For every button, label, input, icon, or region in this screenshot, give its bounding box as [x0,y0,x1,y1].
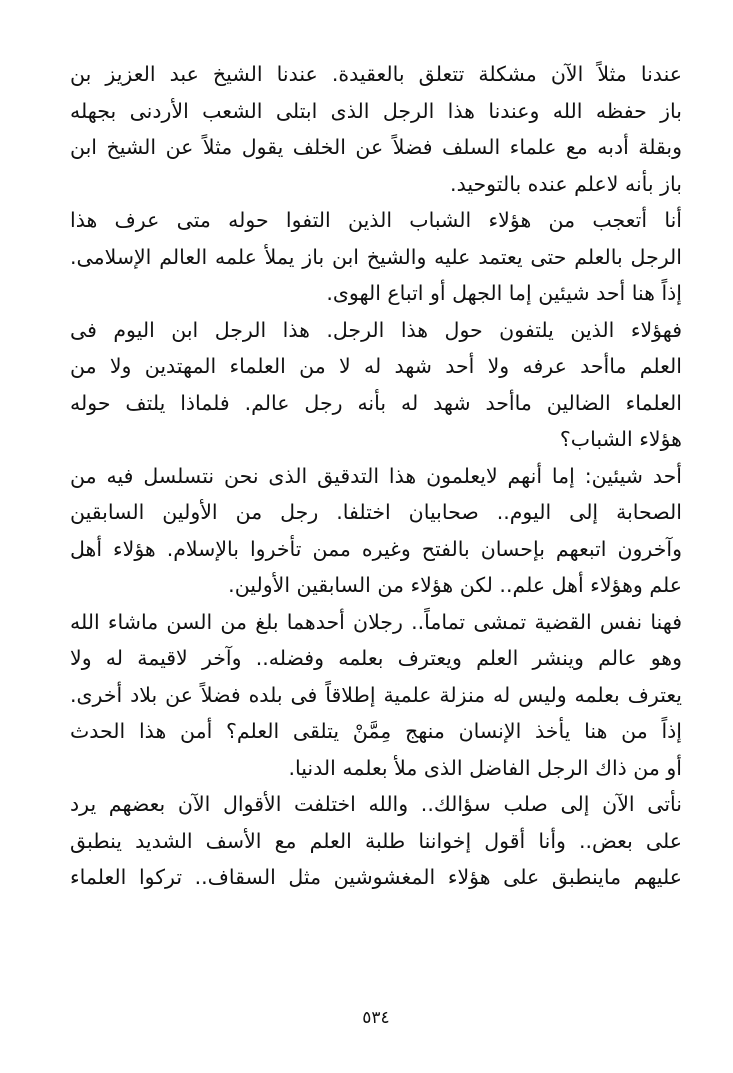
text-line: العلماء الضالين ماأحد شهد له بأنه رجل عالم. فلماذا يلتف حوله [70,390,682,415]
text-line: أحد شيئين: إما أنهم لايعلمون هذا التدقيق الذى نحن نتسلسل فيه من [70,463,682,488]
text-line: أو من ذاك الرجل الفاضل الذى ملأ بعلمه الدنيا. [288,755,682,780]
text-line: نأتى الآن إلى صلب سؤالك.. والله اختلفت الأقوال الآن بعضهم يرد [70,792,682,816]
text-line: فهؤلاء الذين يلتفون حول هذا الرجل. هذا الرجل ابن اليوم فى [70,317,682,342]
text-line: الرجل بالعلم حتى يعتمد عليه والشيخ ابن باز يملأ علمه العالم الإسلامى. [70,244,682,269]
text-line: علم وهؤلاء أهل علم.. لكن هؤلاء من السابقين الأولين. [228,573,682,597]
text-line: فهنا نفس القضية تمشى تماماً.. رجلان أحدهما بلغ من السن ماشاء الله [70,609,682,634]
text-line: أنا أتعجب من هؤلاء الشباب الذين التفوا حوله متى عرف هذا [70,208,682,232]
text-line: وآخرون اتبعهم بإحسان بالفتح وغيره ممن تأخروا بالإسلام. هؤلاء أهل [70,536,682,561]
text-line: على بعض.. وأنا أقول إخواننا طلبة العلم مع الأسف الشديد ينطبق [70,828,682,853]
text-line: باز بأنه لاعلم عنده بالتوحيد. [450,171,682,196]
text-line: إذاً هنا أحد شيئين إما الجهل أو اتباع الهوى. [326,281,682,305]
page-number: ٥٣٤ [362,1008,390,1028]
body-text [70,56,682,896]
text-line: الصحابة إلى اليوم.. صحابيان اختلفا. رجل من الأولين السابقين [70,500,682,524]
text-line: عليهم ماينطبق على هؤلاء المغشوشين مثل السقاف.. تركوا العلماء [70,865,682,889]
text-line: إذاً من هنا يأخذ الإنسان منهج مِمَّنْ يتلقى العلم؟ أمن هذا الحدث [70,719,682,743]
text-line: وبقلة أدبه مع علماء السلف فضلاً عن الخلف يقول مثلاً عن الشيخ ابن [70,135,682,159]
text-line: باز حفظه الله وعندنا هذا الرجل الذى ابتلى الشعب الأردنى بجهله [70,98,682,123]
text-line: عندنا مثلاً الآن مشكلة تتعلق بالعقيدة. عندنا الشيخ عبد العزيز بن [70,62,682,86]
text-line: يعترف بعلمه وليس له منزلة علمية إطلاقاً فى بلده فضلاً عن بلاد أخرى. [70,682,682,707]
document-page [70,56,682,1073]
text-line: هؤلاء الشباب؟ [559,427,682,451]
text-line: وهو عالم وينشر العلم ويعترف بعلمه وفضله.. وآخر لاقيمة له ولا [70,646,682,670]
text-line: العلم ماأحد عرفه ولا أحد شهد له لا من العلماء المهتدين ولا من [70,354,682,378]
